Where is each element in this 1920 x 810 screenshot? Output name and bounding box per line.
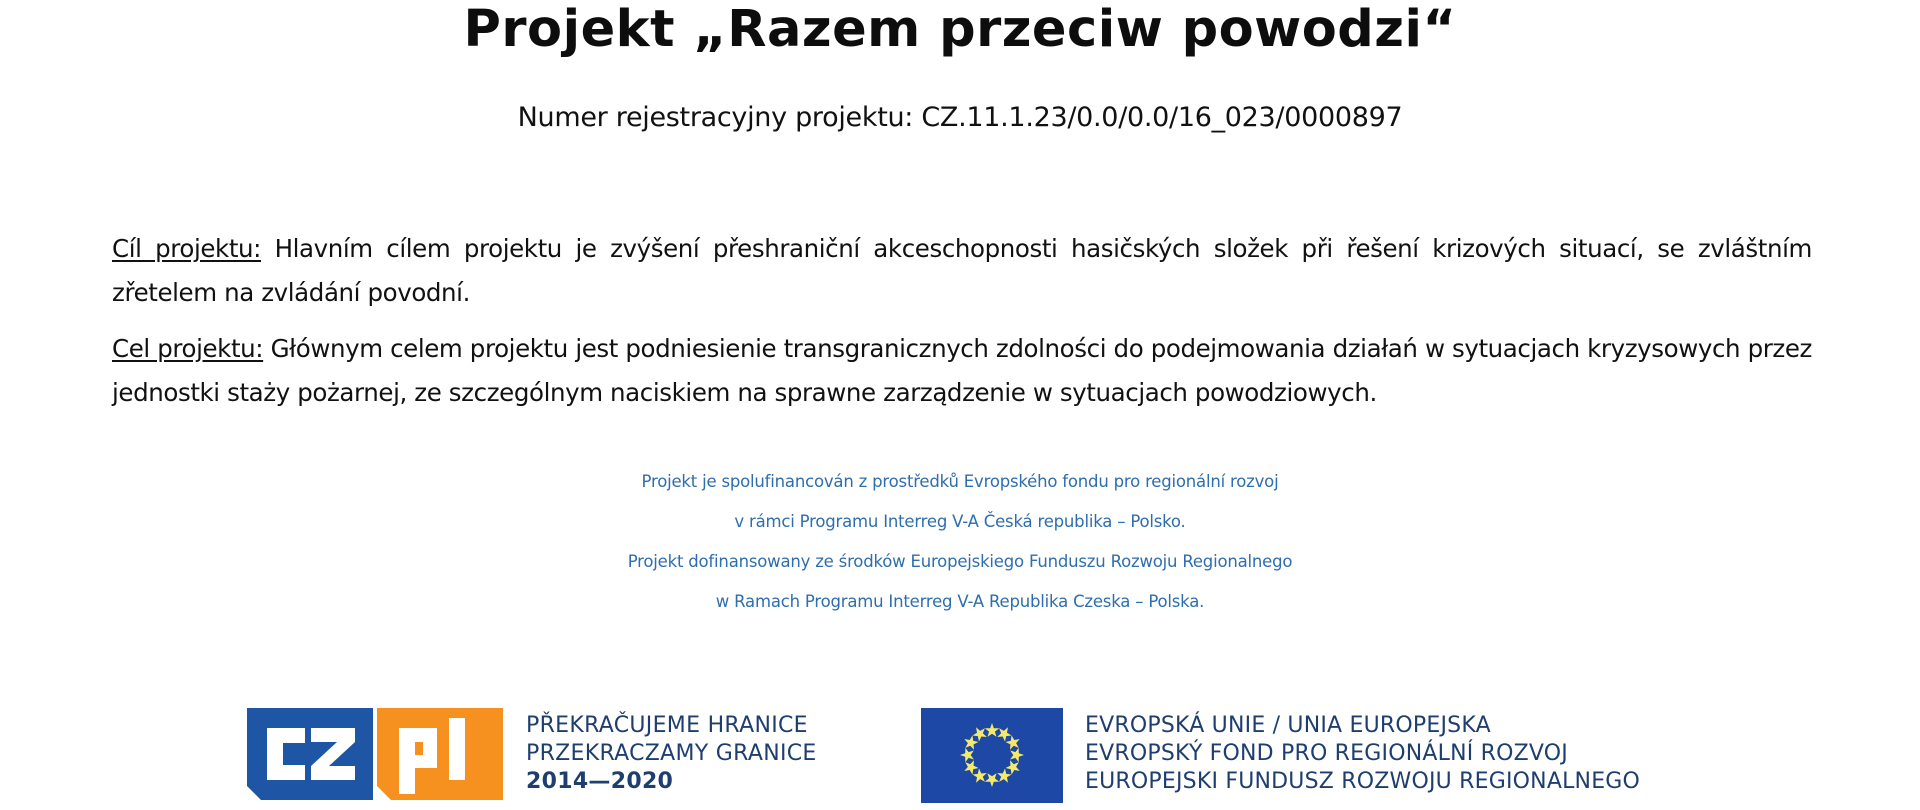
funding-line: w Ramach Programu Interreg V-A Republika Czeska – Polska. <box>715 592 1205 611</box>
project-goals <box>112 227 1812 427</box>
funding-line: Projekt je spolufinancován z prostředků Evropského fondu pro regionální rozvoj <box>641 472 1279 491</box>
goal-text: Głównym celem projektu jest podniesienie transgranicznych zdolności do podejmowania działań w sytuacjach kryzysowych przez jednostki staży pożarnej, ze szczególnym naciskiem na sprawne zarządzenie w sytuacjach powodziowych. <box>112 334 1813 407</box>
registration-number: Numer rejestracyjny projektu: CZ.11.1.23/0.0/0.0/16_023/0000897 <box>517 102 1403 133</box>
goal-label: Cíl projektu: <box>112 234 262 263</box>
eu-logo-text <box>1085 712 1640 796</box>
page-title: Projekt „Razem przeciw powodzi“ <box>463 0 1457 59</box>
czpl-logo-text <box>526 712 817 796</box>
funding-line: v rámci Programu Interreg V-A Česká republika – Polsko. <box>734 512 1186 531</box>
czpl-logo-icon <box>247 708 503 800</box>
czpl-line-polish: PRZEKRACZAMY GRANICE <box>526 741 817 766</box>
goal-label: Cel projektu: <box>112 334 264 363</box>
funding-statement <box>0 465 1920 625</box>
goal-text: Hlavním cílem projektu je zvýšení přeshraniční akceschopnosti hasičských složek při řešení krizových situací, se zvláštním zřetelem na zvládání povodní. <box>112 234 1812 307</box>
eu-line-3: EUROPEJSKI FUNDUSZ ROZWOJU REGIONALNEGO <box>1085 769 1641 794</box>
czpl-years: 2014—2020 <box>526 769 674 794</box>
eu-flag-icon <box>921 708 1063 803</box>
goal-czech <box>112 227 1812 315</box>
eu-line-1: EVROPSKÁ UNIE / UNIA EUROPEJSKA <box>1085 713 1491 738</box>
czpl-line-czech: PŘEKRAČUJEME HRANICE <box>526 713 808 738</box>
goal-polish <box>112 327 1812 415</box>
eu-line-2: EVROPSKÝ FOND PRO REGIONÁLNÍ ROZVOJ <box>1085 741 1568 766</box>
funding-line: Projekt dofinansowany ze środków Europejskiego Funduszu Rozwoju Regionalnego <box>627 552 1293 571</box>
